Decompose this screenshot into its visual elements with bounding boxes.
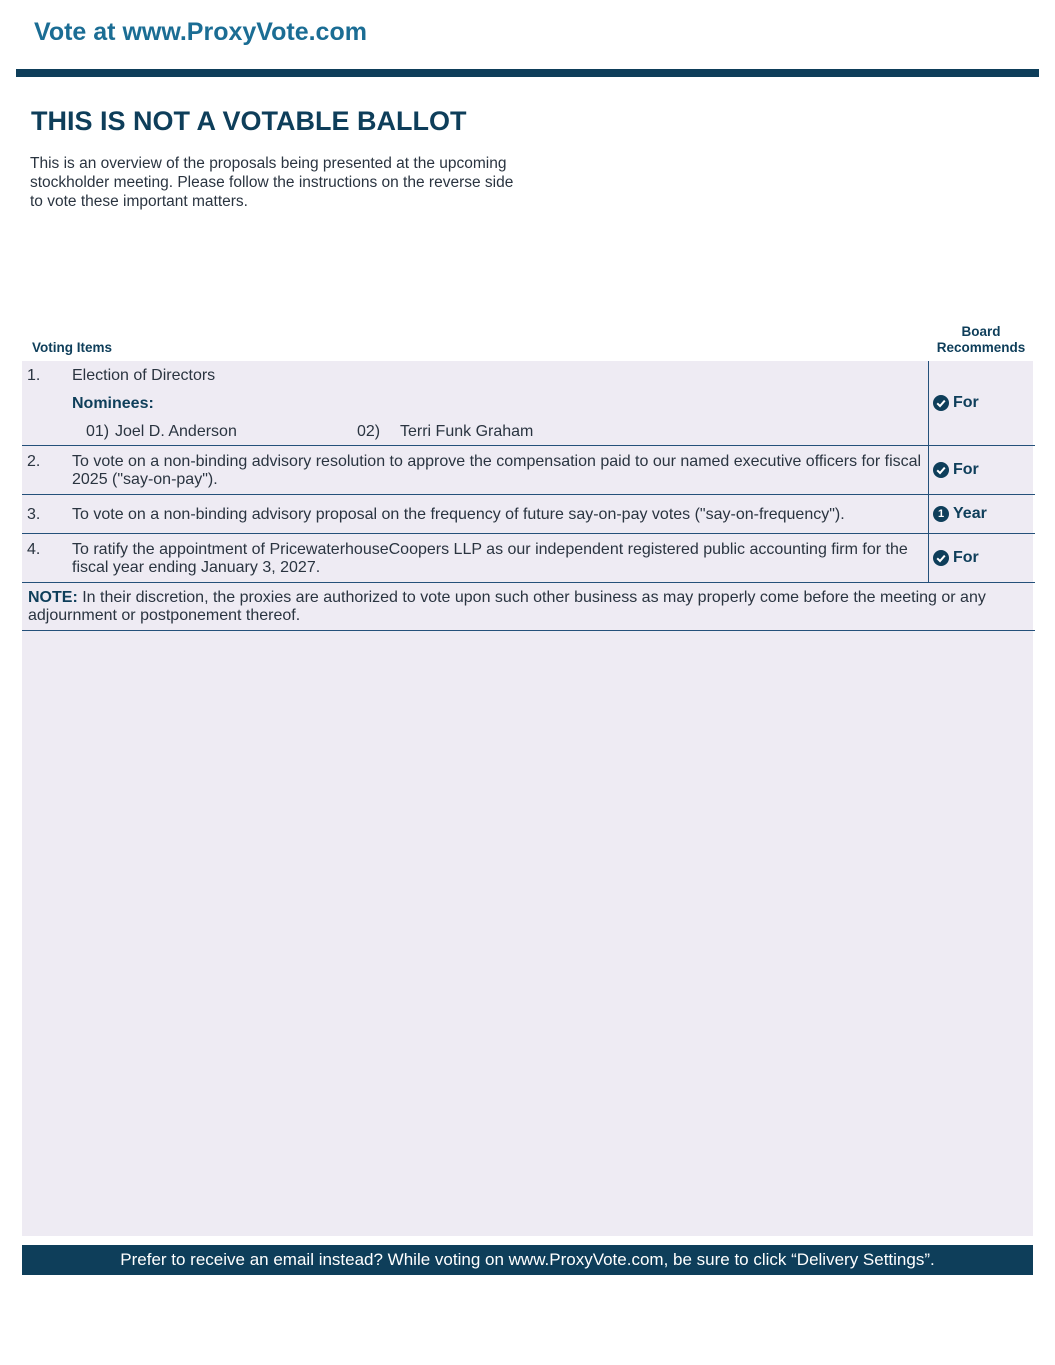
- item-text: Election of Directors: [72, 367, 216, 384]
- check-circle-icon: [933, 462, 949, 478]
- item-text: To vote on a non-binding advisory proposal on the frequency of future say-on-pay votes ("say-on-frequency").: [72, 506, 845, 523]
- footer-banner: Prefer to receive an email instead? While voting on www.ProxyVote.com, be sure to click “Delivery Settings”.: [22, 1245, 1033, 1275]
- item-number: 2.: [27, 453, 41, 470]
- item-number: 3.: [27, 506, 41, 523]
- nominee-code: 01): [86, 423, 110, 440]
- column-header-voting-items: Voting Items: [32, 340, 113, 355]
- recommendation: [933, 549, 979, 567]
- check-circle-icon: [933, 395, 949, 411]
- nominees-label: Nominees:: [72, 395, 154, 412]
- note-label: NOTE:: [28, 589, 78, 606]
- check-circle-icon: [933, 550, 949, 566]
- column-header-line-2: Recommends: [936, 340, 1026, 355]
- one-circle-icon: 1: [933, 506, 949, 522]
- column-header-line-1: Board: [961, 324, 1001, 339]
- note: [28, 589, 1033, 625]
- note-text: In their discretion, the proxies are authorized to vote upon such other business as may properly come before the meeting or any adjournment or postponement thereof.: [28, 589, 986, 624]
- ballot-heading: THIS IS NOT A VOTABLE BALLOT: [31, 106, 467, 136]
- nominee-code: 02): [357, 423, 381, 440]
- header-title: Vote at www.ProxyVote.com: [34, 18, 367, 46]
- recommendation-label: For: [953, 549, 979, 566]
- recommendation: [933, 461, 979, 479]
- nominee-name: Terri Funk Graham: [400, 423, 534, 440]
- recommendation: [933, 394, 979, 412]
- recommend-column-divider: [928, 361, 929, 583]
- item-number: 1.: [27, 367, 41, 384]
- recommendation-label: Year: [953, 505, 987, 522]
- item-text: To ratify the appointment of PricewaterhouseCoopers LLP as our independent registered public accounting firm for the fiscal year ending January 3, 2027.: [72, 541, 908, 576]
- item-text: To vote on a non-binding advisory resolution to approve the compensation paid to our named executive officers for fiscal 2025 ("say-on-pay").: [72, 453, 922, 488]
- recommendation-label: For: [953, 461, 979, 478]
- item-number: 4.: [27, 541, 41, 558]
- intro-text: This is an overview of the proposals being presented at the upcoming stockholder meeting. Please follow the instructions on the reverse side to vote these important matters.: [30, 155, 514, 210]
- recommendation-label: For: [953, 394, 979, 411]
- header-rule: [16, 69, 1039, 77]
- column-header-board-recommends: [928, 324, 1034, 356]
- nominee-name: Joel D. Anderson: [115, 423, 237, 440]
- recommendation: [933, 505, 987, 523]
